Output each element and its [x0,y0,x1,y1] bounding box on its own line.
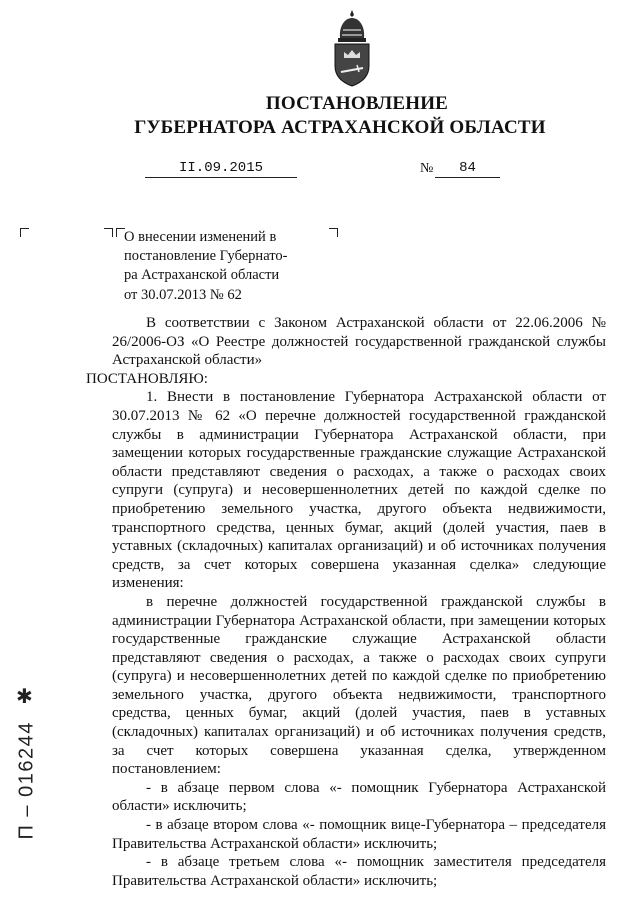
amendment-item: - в абзаце втором слова «- помощник вице-Губернатора – председателя Правительства Астраханской области» исключить; [112,817,606,852]
document-title: ПОСТАНОВЛЕНИЕ [265,93,449,114]
amendment-item: - в абзаце первом слова «- помощник Губернатора Астраханской области» исключить; [112,779,606,815]
subject-line: от 30.07.2013 № 62 [124,286,242,303]
amendment-paragraph: в перечне должностей государственной гражданской службы в администрации Губернатора Астраханской области, при замещении которых государственные гражданские служащие Астраханской области представляют сведения о расходах, а также о расходах своих супруги (супруга) и несовершеннолетних детей по каждой сделке по приобретению земельного участка, другого объекта недвижимости, транспортного средства, ценных бумаг, акций (долей участия, паев в уставных (складочных) капиталах организаций) и об источниках получения средств, за счет которых совершена указанная сделка, утвержденном постановлением: [112,593,606,778]
subject-line: ра Астраханской области [124,267,280,284]
document-issuer: ГУБЕРНАТОРА АСТРАХАНСКОЙ ОБЛАСТИ [134,117,546,138]
document-number: 84 [435,160,500,178]
margin-serial-stamp [14,690,38,840]
star-mark: ✱ [16,684,33,708]
left-corner-mark [20,228,29,237]
document-body [86,314,606,890]
subject-line: постановление Губернато- [124,248,288,265]
amendment-item: - в абзаце третьем слова «- помощник заместителя председателя Правительства Астраханской области» исключить; [112,854,606,889]
serial-number: П – 016244 [15,721,38,840]
coat-of-arms-emblem [327,8,377,88]
number-label: № [420,161,434,176]
subject-corner-mark-left [104,228,113,237]
document-date: II.09.2015 [145,160,297,178]
document-subject [124,228,344,305]
clause-paragraph: 1. Внести в постановление Губернатора Астраханской области от 30.07.2013 № 62 «О перечне должностей государственной гражданской службы в администрации Губернатора Астраханской области, при замещении которых государственные гражданские служащие Астраханской области представляют сведения о расходах, а также о расходах своих супруги (супруга) и несовершеннолетних детей по каждой сделке по приобретению земельного участка, другого объекта недвижимости, транспортного средства, ценных бумаг, акций (долей участия, паев в уставных (складочных) капиталах организаций) и об источниках получения средств, за счет которых совершена указанная сделка» следующие изменения: [112,389,606,592]
subject-line: О внесении изменений в [124,229,277,245]
preamble-paragraph: В соответствии с Законом Астраханской области от 22.06.2006 № 26/2006-ОЗ «О Реестре должностей государственной гражданской службы Астраханской области» [112,315,606,369]
resolution-heading: ПОСТАНОВЛЯЮ: [86,370,208,387]
